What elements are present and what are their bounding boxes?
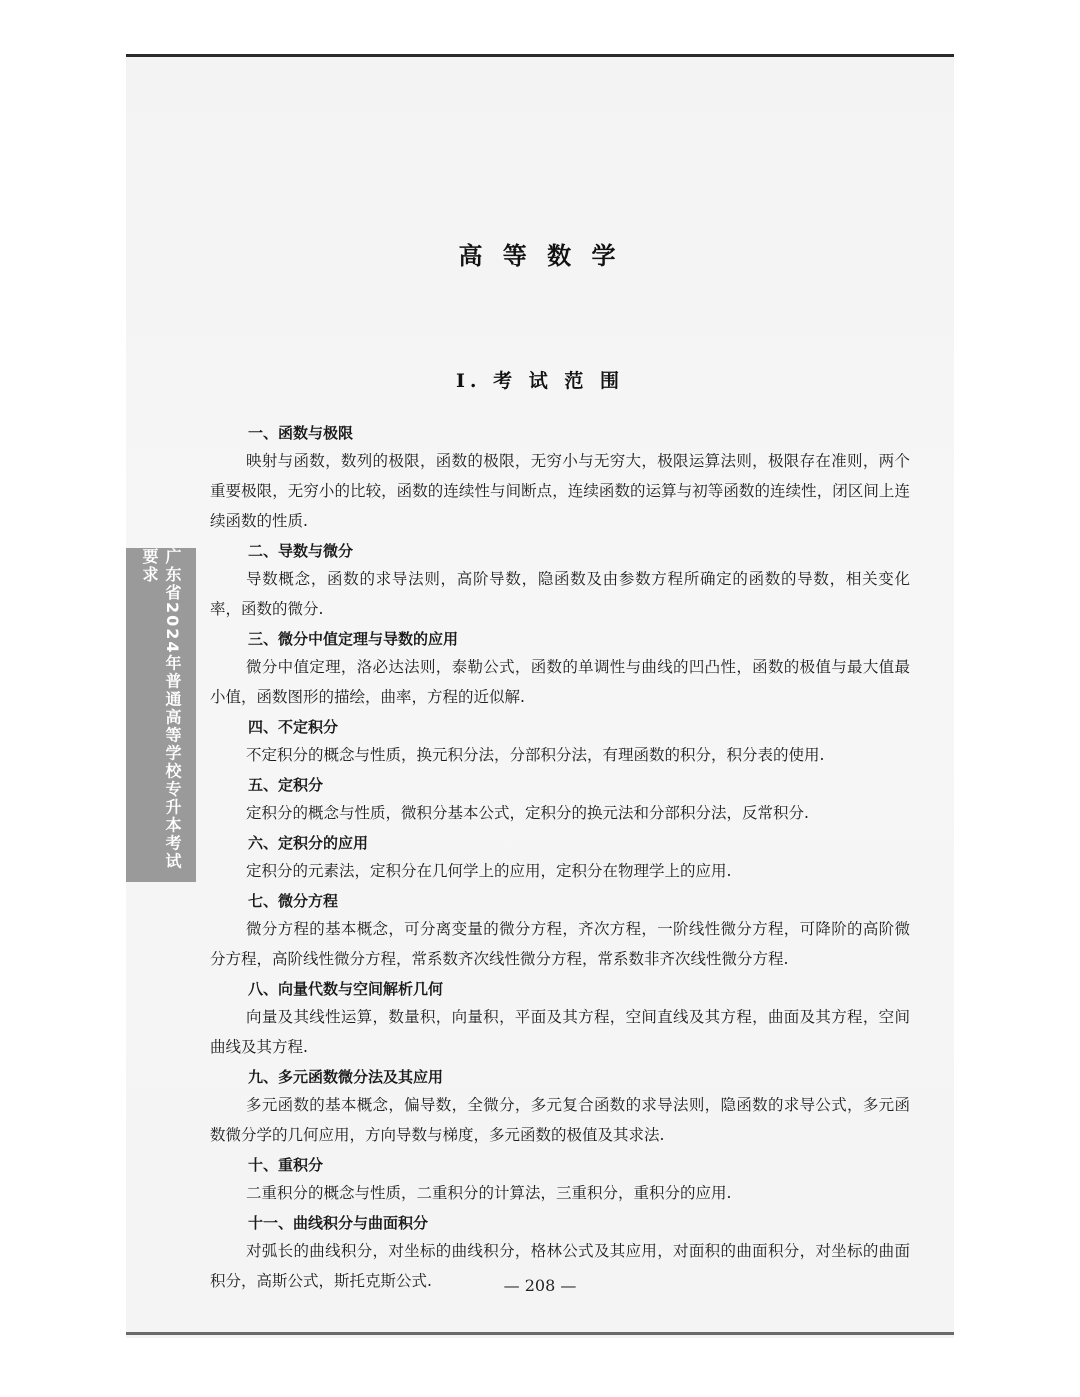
topic-body: 导数概念，函数的求导法则，高阶导数，隐函数及由参数方程所确定的函数的导数，相关变化率，函数的微分. [210,570,910,618]
topic-body: 定积分的概念与性质，微积分基本公式，定积分的换元法和分部积分法，反常积分. [246,804,809,822]
topic-item [210,714,910,770]
side-tab-label: 广东省2024年普通高等学校专升本考试要求 [140,548,182,871]
topic-item [210,830,910,886]
topic-body: 映射与函数，数列的极限，函数的极限，无穷小与无穷大，极限运算法则，极限存在准则，两个重要极限，无穷小的比较，函数的连续性与间断点，连续函数的运算与初等函数的连续性，闭区间上连续函数的性质. [210,452,910,530]
topic-heading: 一、函数与极限 [248,424,354,442]
topic-body: 多元函数的基本概念，偏导数，全微分，多元复合函数的求导法则，隐函数的求导公式，多元函数微分学的几何应用，方向导数与梯度，多元函数的极值及其求法. [210,1096,910,1144]
bottom-rule [126,1332,954,1335]
section-title: Ⅰ. 考 试 范 围 [456,370,624,392]
topic-list [210,420,910,1298]
topic-body: 二重积分的概念与性质，二重积分的计算法，三重积分，重积分的应用. [246,1184,732,1202]
topic-body: 向量及其线性运算，数量积，向量积，平面及其方程，空间直线及其方程，曲面及其方程，空间曲线及其方程. [210,1008,910,1056]
topic-heading: 四、不定积分 [248,718,339,736]
topic-item [210,1152,910,1208]
topic-item [210,888,910,974]
side-tab [126,548,196,882]
topic-body: 对弧长的曲线积分，对坐标的曲线积分，格林公式及其应用，对面积的曲面积分，对坐标的曲面积分，高斯公式，斯托克斯公式. [210,1242,910,1290]
page-title: 高 等 数 学 [458,242,622,270]
topic-heading: 三、微分中值定理与导数的应用 [248,630,459,648]
topic-body: 微分方程的基本概念，可分离变量的微分方程，齐次方程，一阶线性微分方程，可降阶的高阶微分方程，高阶线性微分方程，常系数齐次线性微分方程，常系数非齐次线性微分方程. [210,920,910,968]
topic-heading: 五、定积分 [248,776,324,794]
topic-heading: 九、多元函数微分法及其应用 [248,1068,444,1086]
topic-heading: 二、导数与微分 [248,542,354,560]
topic-body: 不定积分的概念与性质，换元积分法，分部积分法，有理函数的积分，积分表的使用. [246,746,825,764]
topic-item [210,538,910,624]
topic-item [210,772,910,828]
topic-body: 微分中值定理，洛必达法则，泰勒公式，函数的单调性与曲线的凹凸性，函数的极值与最大值最小值，函数图形的描绘，曲率，方程的近似解. [210,658,910,706]
topic-item [210,626,910,712]
topic-item [210,976,910,1062]
top-rule [126,54,954,57]
topic-item [210,1064,910,1150]
topic-heading: 六、定积分的应用 [248,834,369,852]
topic-heading: 十一、曲线积分与曲面积分 [248,1214,429,1232]
topic-body: 定积分的元素法，定积分在几何学上的应用，定积分在物理学上的应用. [246,862,732,880]
topic-item [210,420,910,536]
topic-heading: 八、向量代数与空间解析几何 [248,980,444,998]
topic-heading: 十、重积分 [248,1156,324,1174]
topic-heading: 七、微分方程 [248,892,339,910]
page-number: — 208 — [503,1276,577,1295]
